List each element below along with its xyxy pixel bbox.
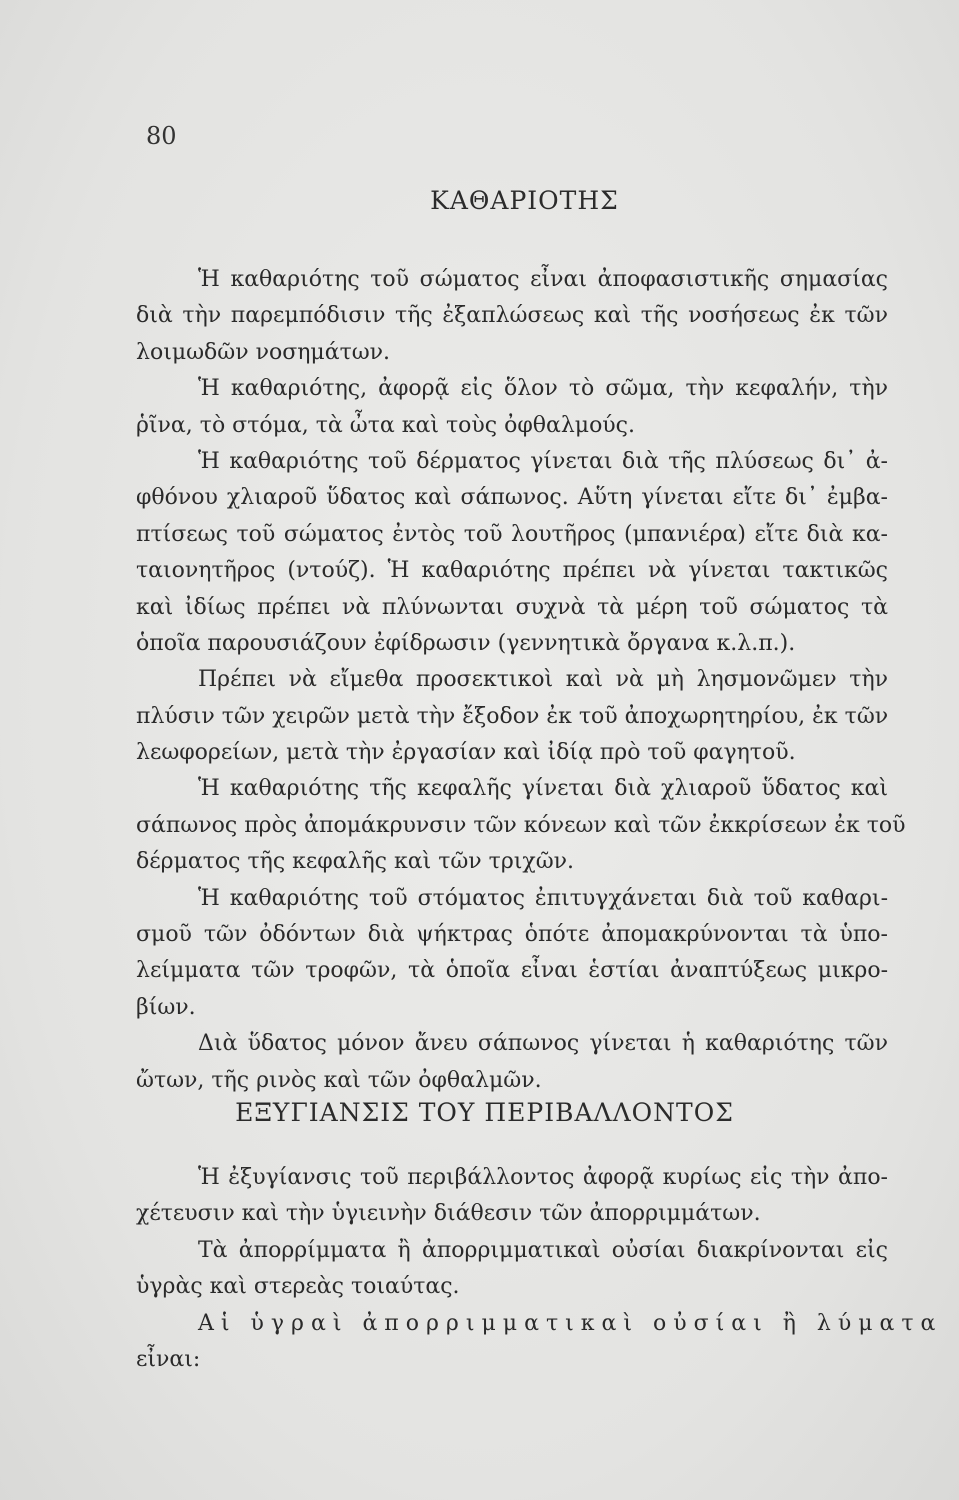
section-title-cleanliness: ΚΑΘΑΡΙΟΤΗΣ [430, 186, 619, 215]
text-line: Ἡ καθαριότης τοῦ στόματος ἐπιτυγχάνεται διὰ τοῦ καθαρι- [198, 885, 888, 911]
page-number: 80 [146, 122, 177, 150]
section-title-environment: ΕΞΥΓΙΑΝΣΙΣ ΤΟΥ ΠΕΡΙΒΑΛΛΟΝΤΟΣ [235, 1098, 734, 1127]
text-line: εἶναι: [136, 1346, 201, 1372]
text-line: φθόνου χλιαροῦ ὕδατος καὶ σάπωνος. Αὕτη γίνεται εἴτε δι᾽ ἐμβα- [136, 485, 888, 511]
text-line: πτίσεως τοῦ σώματος ἐντὸς τοῦ λουτῆρος (μπανιέρα) εἴτε διὰ κα- [136, 521, 888, 547]
text-line: Ἡ καθαριότης τῆς κεφαλῆς γίνεται διὰ χλιαροῦ ὕδατος καὶ [198, 776, 888, 802]
text-line: Ἡ καθαριότης, ἀφορᾷ εἰς ὅλον τὸ σῶμα, τὴν κεφαλήν, τὴν [198, 376, 888, 402]
text-line: Αἱ ὑγραὶ ἀπορριμματικαὶ οὐσίαι ἢ λύματα [198, 1310, 943, 1336]
section-body-cleanliness [136, 262, 906, 1099]
text-line: Ἡ ἐξυγίανσις τοῦ περιβάλλοντος ἀφορᾷ κυρίως εἰς τὴν ἀπο- [198, 1165, 888, 1190]
text-line: βίων. [136, 994, 196, 1020]
text-line: Πρέπει νὰ εἴμεθα προσεκτικοὶ καὶ νὰ μὴ λησμονῶμεν τὴν [198, 667, 888, 693]
text-line: διὰ τὴν παρεμπόδισιν τῆς ἐξαπλώσεως καὶ τῆς νοσήσεως ἐκ τῶν [136, 303, 888, 329]
text-line: χέτευσιν καὶ τὴν ὑγιεινὴν διάθεσιν τῶν ἀπορριμμάτων. [136, 1201, 761, 1227]
text-line: Διὰ ὕδατος μόνον ἄνευ σάπωνος γίνεται ἡ καθαριότης τῶν [198, 1031, 888, 1057]
text-line: Ἡ καθαριότης τοῦ σώματος εἶναι ἀποφασιστικῆς σημασίας [198, 267, 888, 292]
text-line: ῥῖνα, τὸ στόμα, τὰ ὦτα καὶ τοὺς ὀφθαλμούς. [136, 412, 635, 438]
text-line: λείμματα τῶν τροφῶν, τὰ ὁποῖα εἶναι ἑστίαι ἀναπτύξεως μικρο- [136, 958, 888, 984]
text-line: ὤτων, τῆς ρινὸς καὶ τῶν ὀφθαλμῶν. [136, 1067, 542, 1093]
text-line: ὁποῖα παρουσιάζουν ἐφίδρωσιν (γεννητικὰ ὄργανα κ.λ.π.). [136, 630, 796, 656]
text-line: λοιμωδῶν νοσημάτων. [136, 339, 391, 365]
text-line: Τὰ ἀπορρίμματα ἢ ἀπορριμματικαὶ οὐσίαι διακρίνονται εἰς [198, 1237, 888, 1263]
text-line: πλύσιν τῶν χειρῶν μετὰ τὴν ἔξοδον ἐκ τοῦ ἀποχωρητηρίου, ἐκ τῶν [136, 703, 889, 729]
text-line: ταιονητῆρος (ντούζ). Ἡ καθαριότης πρέπει νὰ γίνεται τακτικῶς [136, 558, 888, 584]
text-line: σάπωνος πρὸς ἀπομάκρυνσιν τῶν κόνεων καὶ τῶν ἐκκρίσεων ἐκ τοῦ [136, 812, 906, 838]
text-line: Ἡ καθαριότης τοῦ δέρματος γίνεται διὰ τῆς πλύσεως δι᾽ ἀ- [198, 448, 888, 474]
text-line: δέρματος τῆς κεφαλῆς καὶ τῶν τριχῶν. [136, 849, 575, 875]
text-line: ὑγρὰς καὶ στερεὰς τοιαύτας. [136, 1274, 460, 1300]
text-line: λεωφορείων, μετὰ τὴν ἐργασίαν καὶ ἰδίᾳ πρὸ τοῦ φαγητοῦ. [136, 740, 796, 766]
text-line: σμοῦ τῶν ὀδόντων διὰ ψήκτρας ὁπότε ἀπομακρύνονται τὰ ὑπο- [136, 922, 888, 948]
section-body-environment [136, 1160, 943, 1378]
text-line: καὶ ἰδίως πρέπει νὰ πλύνωνται συχνὰ τὰ μέρη τοῦ σώματος τὰ [136, 594, 888, 620]
